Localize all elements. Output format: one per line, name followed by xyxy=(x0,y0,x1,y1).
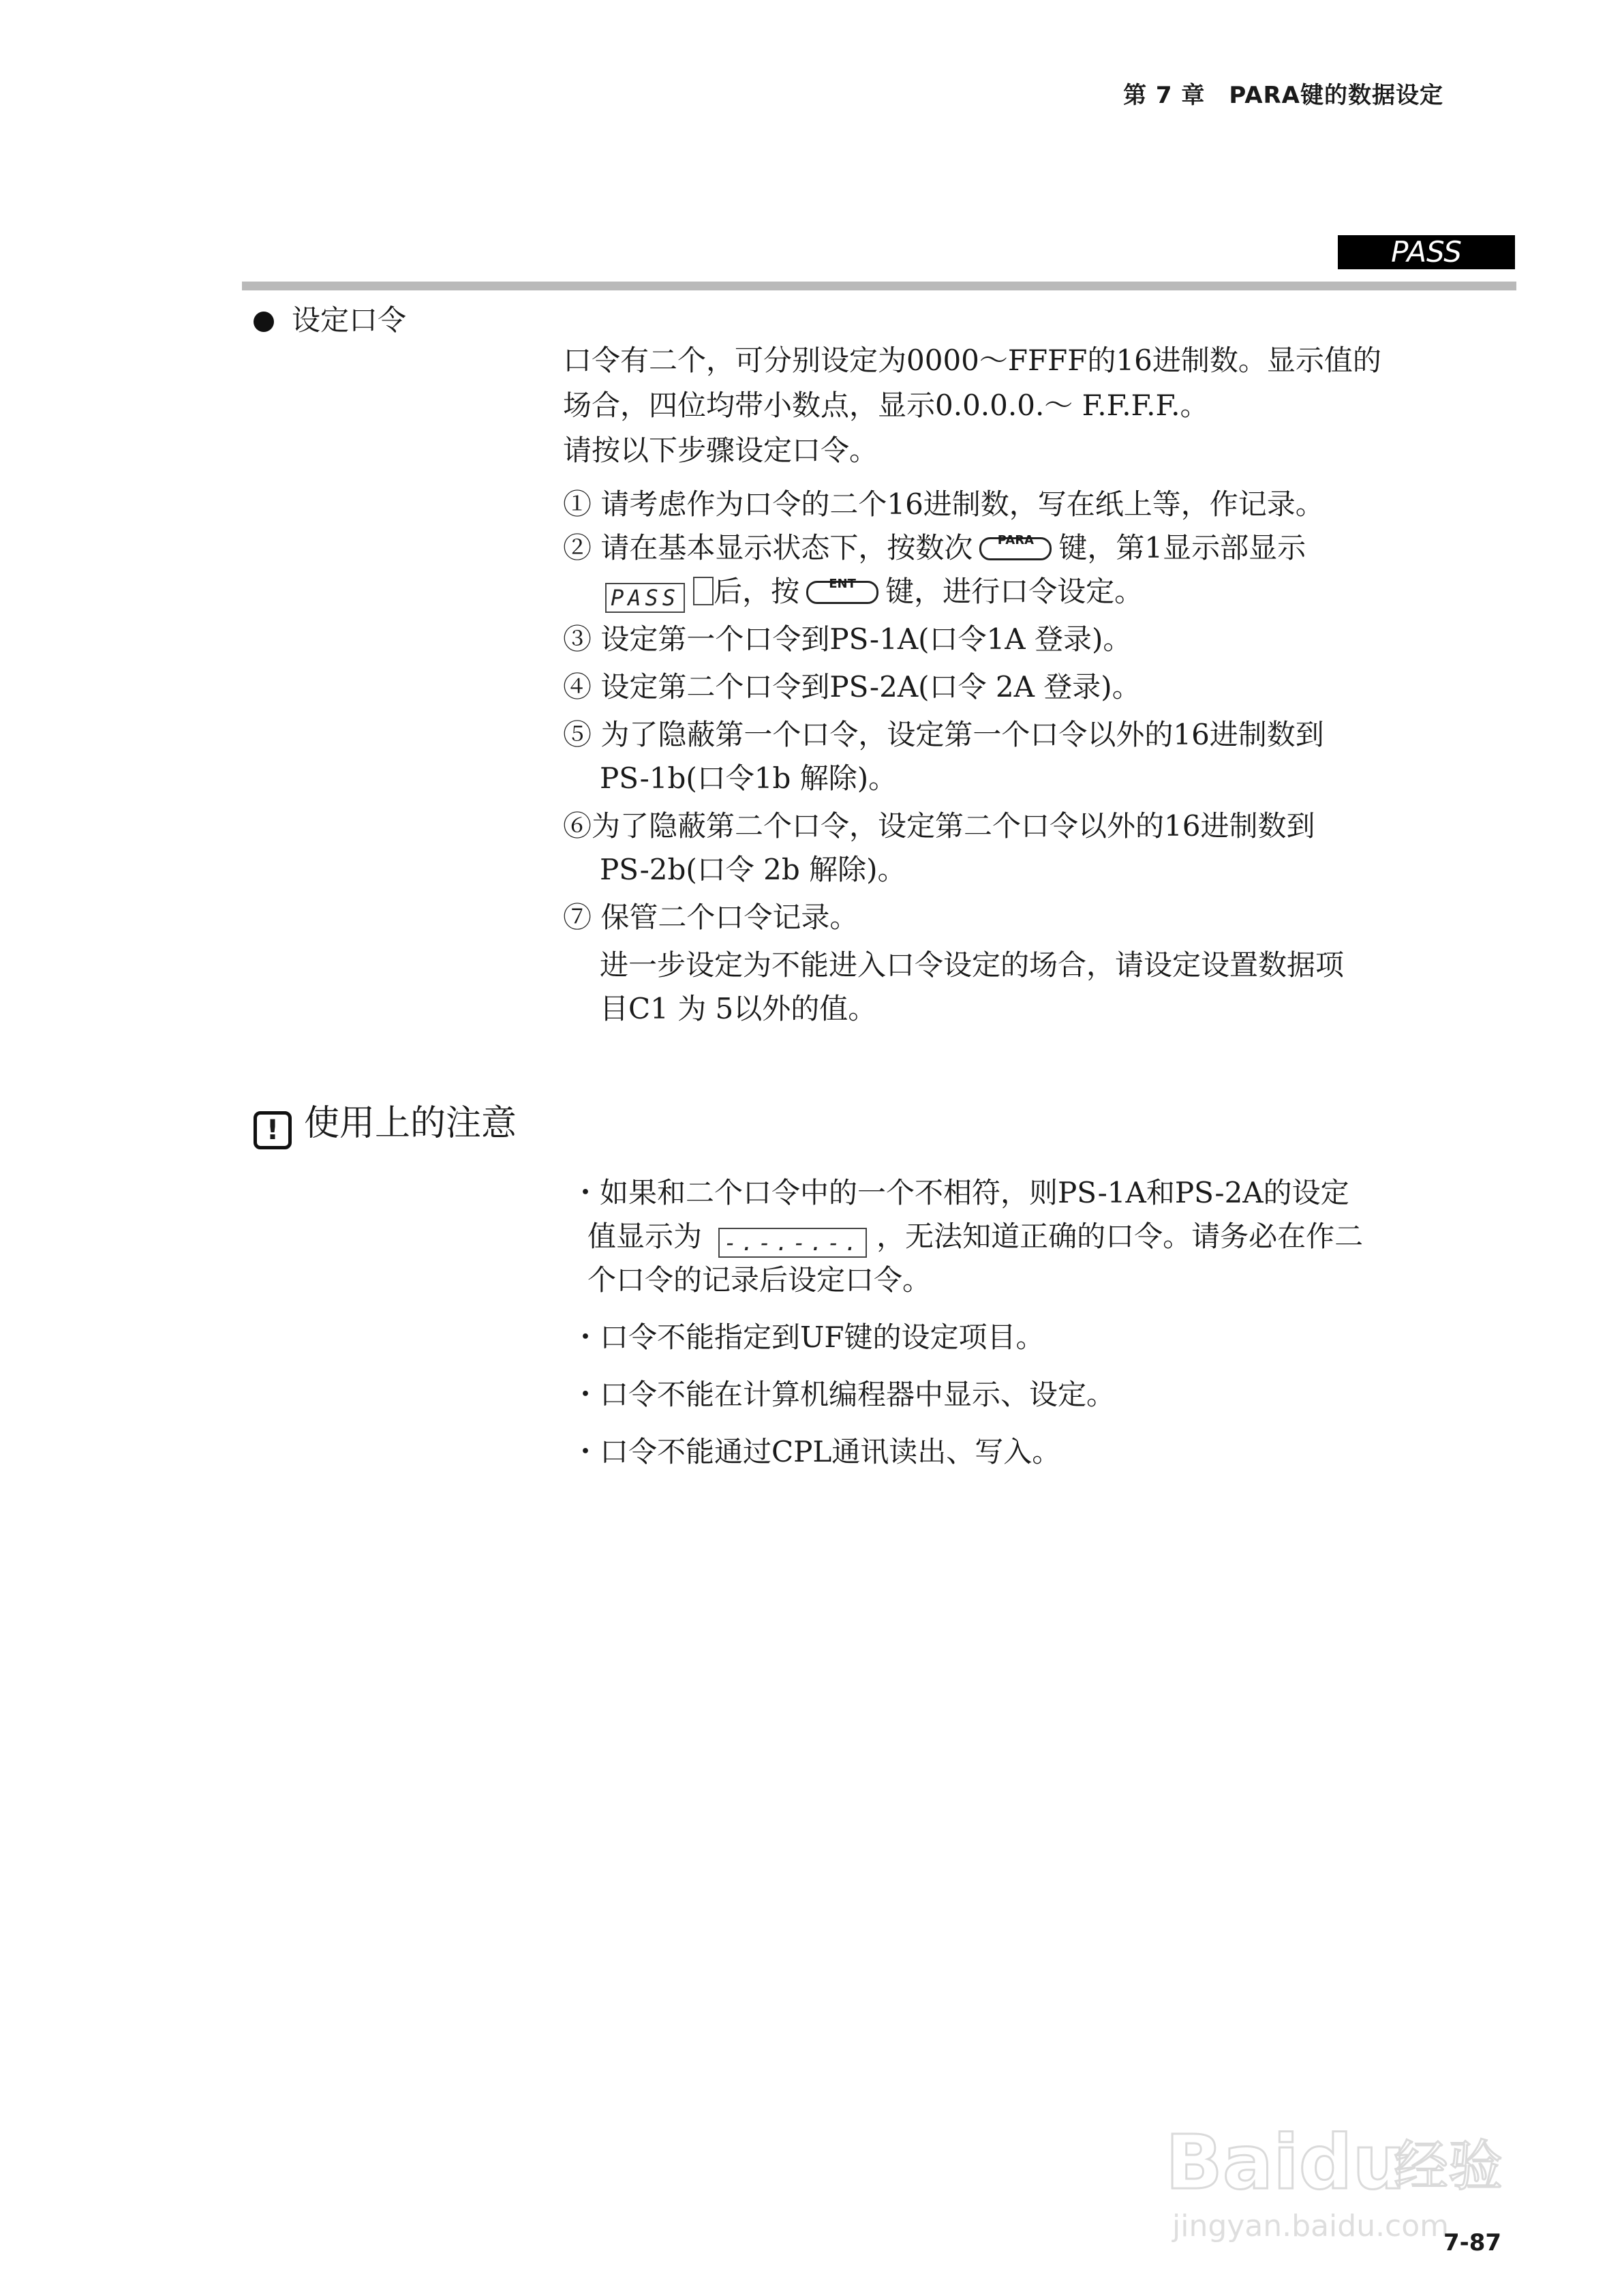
intro-line: 口令有二个，可分别设定为0000～FFFF的16进制数。显示值的 xyxy=(563,344,1381,377)
caution-notes xyxy=(571,1171,1363,1474)
para-key-label: PARA xyxy=(997,533,1034,547)
page-number: 7-87 xyxy=(1443,2229,1502,2256)
chapter-header: 第 7 章 PARA键的数据设定 xyxy=(1123,82,1443,109)
intro-line: 请按以下步骤设定口令。 xyxy=(563,434,878,467)
ent-key-icon xyxy=(806,577,878,604)
step-7-extra: 进一步设定为不能进入口令设定的场合，请设定设置数据项 xyxy=(600,948,1345,982)
step-3: ③ 设定第一个口令到PS-1A(口令1A 登录)。 xyxy=(563,622,1132,656)
step-7: ⑦ 保管二个口令记录。 xyxy=(563,901,859,934)
blank-digit-icon xyxy=(693,577,714,605)
note-1-text: ，无法知道正确的口令。请务必在作二 xyxy=(876,1220,1364,1253)
section-title: 设定口令 xyxy=(292,303,407,337)
step-2-text: 键，第1显示部显示 xyxy=(1058,531,1306,564)
note-1-text: 值显示为 xyxy=(587,1220,703,1253)
baidu-watermark-logo xyxy=(1159,2106,1533,2250)
note-1: ・如果和二个口令中的一个不相符，则PS-1A和PS-2A的设定 xyxy=(571,1176,1349,1209)
header-divider xyxy=(242,282,1516,290)
pass-display-icon: PASS xyxy=(605,583,685,613)
dash-display-icon: -.-.-.-. xyxy=(718,1228,867,1258)
step-2 xyxy=(563,526,1344,570)
note-1-cont: 个口令的记录后设定口令。 xyxy=(587,1263,932,1297)
caution-icon: ! xyxy=(254,1111,292,1149)
caution-title: 使用上的注意 xyxy=(304,1103,517,1144)
step-6: ⑥为了隐蔽第二个口令，设定第二个口令以外的16进制数到 xyxy=(563,809,1315,843)
step-1: ① 请考虑作为口令的二个16进制数，写在纸上等，作记录。 xyxy=(563,487,1324,521)
bullet-icon xyxy=(254,312,274,332)
watermark-brand: Baidu xyxy=(1165,2119,1406,2206)
caution-heading xyxy=(254,1094,517,1149)
step-2-text: ② 请在基本显示状态下，按数次 xyxy=(563,531,973,564)
note-1-cont xyxy=(571,1215,1363,1258)
intro-paragraph xyxy=(563,338,1381,473)
step-2-text: 键，进行口令设定。 xyxy=(885,575,1144,608)
step-2-cont xyxy=(563,570,1344,614)
section-heading xyxy=(254,300,406,341)
watermark-brand-suffix: 经验 xyxy=(1394,2134,1503,2198)
note-4: ・口令不能通过CPL通讯读出、写入。 xyxy=(571,1435,1061,1468)
intro-line: 场合，四位均带小数点，显示0.0.0.0.～ F.F.F.F.。 xyxy=(563,389,1209,422)
note-3: ・口令不能在计算机编程器中显示、设定。 xyxy=(571,1378,1116,1411)
section-tag: PASS xyxy=(1338,235,1515,269)
watermark-url: jingyan.baidu.com xyxy=(1172,2209,1450,2244)
step-5-cont: PS-1b(口令1b 解除)。 xyxy=(600,761,898,795)
step-7-extra: 目C1 为 5以外的值。 xyxy=(600,992,877,1025)
steps-list xyxy=(563,483,1344,1031)
step-2-text: 后，按 xyxy=(714,575,800,608)
ent-key-label: ENT xyxy=(829,577,856,591)
para-key-icon xyxy=(979,533,1052,560)
step-6-cont: PS-2b(口令 2b 解除)。 xyxy=(600,853,906,886)
step-5: ⑤ 为了隐蔽第一个口令，设定第一个口令以外的16进制数到 xyxy=(563,718,1324,751)
note-2: ・口令不能指定到UF键的设定项目。 xyxy=(571,1320,1045,1354)
step-4: ④ 设定第二个口令到PS-2A(口令 2A 登录)。 xyxy=(563,670,1141,704)
